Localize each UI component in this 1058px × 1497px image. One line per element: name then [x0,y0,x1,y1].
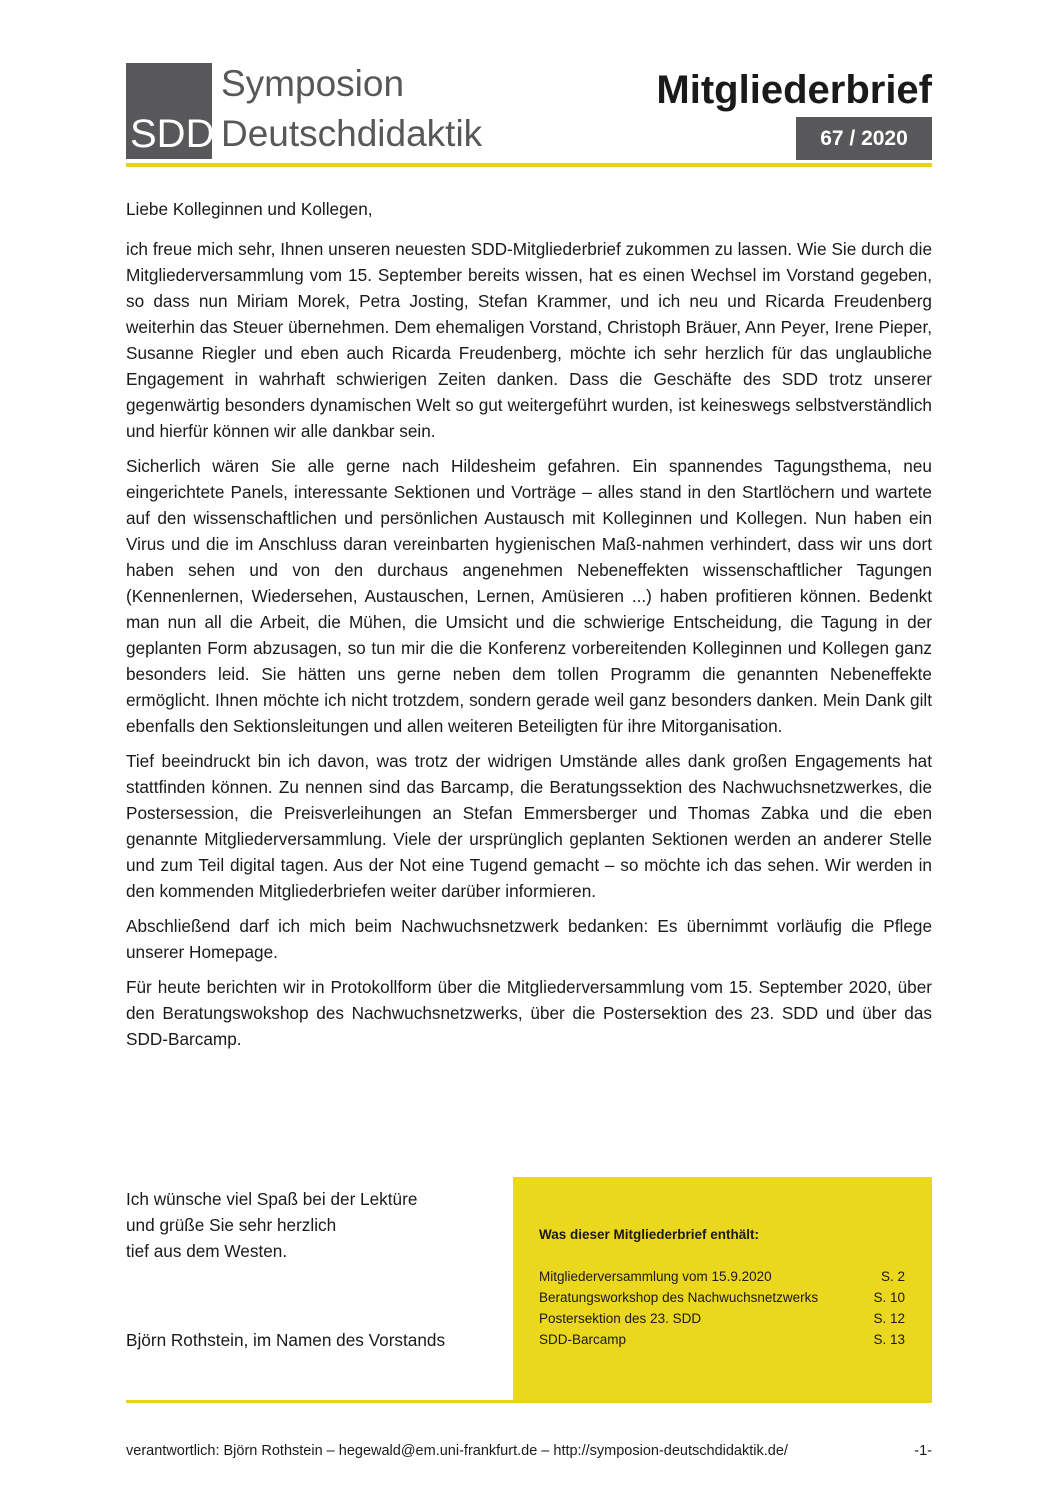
contents-item-page: S. 10 [873,1290,905,1305]
paragraph: Abschließend darf ich mich beim Nachwuchsnetzwerk bedanken: Es übernimmt vorläufig die Pflege unserer Homepage. [126,916,932,962]
logo-line-symposion: Symposion [221,63,405,104]
contents-item-title: Postersektion des 23. SDD [539,1311,702,1326]
contents-item-title: Mitgliederversammlung vom 15.9.2020 [539,1269,772,1284]
contents-item-page: S. 2 [880,1269,905,1284]
logo-mark: SDD [130,112,215,156]
paragraph: ich freue mich sehr, Ihnen unseren neuesten SDD-Mitgliederbrief zukommen zu lassen. Wie Sie durch die Mitgliederversammlung vom 15. September bereits wissen, hat es einen Wechsel im Vorstand gegeben, so dass nun Miriam Morek, Petra Josting, Stefan Krammer, und ich neu und Ricarda Freudenberg weiterhin das Steuer übernehmen. Dem ehemaligen Vorstand, Christoph Bräuer, Ann Peyer, Irene Pieper, Susanne Riegler und eben auch Ricarda Freudenberg, möchte ich sehr herzlich für das unglaubliche Engagement in wahrhaft schwierigen Zeiten danken. Dass die Geschäfte des SDD trotz unserer gegenwärtig besonders dynamischen Welt so gut weitergeführt wurden, ist keineswegs selbstverständlich und hierfür können wir alle dankbar sein. [126,239,932,441]
contents-item [539,1329,905,1350]
footer-divider [126,1400,932,1403]
closing-greeting [126,1186,506,1264]
closing-line: und grüße Sie sehr herzlich [126,1215,337,1235]
paragraph: Sicherlich wären Sie alle gerne nach Hildesheim gefahren. Ein spannendes Tagungsthema, neu eingerichtete Panels, interessante Sektionen und Vorträge – alles stand in den Startlöchern und wartete auf den wissenschaftlichen und persönlichen Austausch mit Kolleginnen und Kollegen. Nun haben ein Virus und die im Anschluss daran vereinbarten hygienischen Maß-nahmen verhindert, dass wir uns dort haben sehen und von den durchaus angenehmen Nebeneffekten wissenschaftlicher Tagungen (Kennenlernen, Wiedersehen, Austauschen, Lernen, Amüsieren ...) haben profitieren können. Bedenkt man nun all die Arbeit, die Mühen, die Umsicht und die schwierige Entscheidung, die Tagung in der geplanten Form abzusagen, so tun mir die die Konferenz vorbereitenden Kolleginnen und Kollegen ganz besonders leid. Sie hätten uns gerne neben dem tollen Programm die genannten Nebeneffekte ermöglicht. Ihnen möchte ich nicht trotzdem, sondern gerade weil ganz besonders danken. Mein Dank gilt ebenfalls den Sektionsleitungen und allen weiteren Beteiligten für ihre Mitorganisation. [126,456,932,736]
closing-line: tief aus dem Westen. [126,1241,288,1261]
contents-box [513,1177,932,1400]
paragraph: Tief beeindruckt bin ich davon, was trotz der widrigen Umstände alles dank großen Engagements hat stattfinden können. Zu nennen sind das Barcamp, die Beratungssektion des Nachwuchsnetzwerkes, die Postersession, die Preisverleihungen an Stefan Emmersberger und Thomas Zabka und die eben genannte Mitgliederversammlung. Viele der ursprünglich geplanten Sektionen werden an anderer Stelle und zum Teil digital tagen. Aus der Not eine Tugend gemacht – so möchte ich das sehen. Wir werden in den kommenden Mitgliederbriefen weiter darüber informieren. [126,751,932,901]
page-number: -1- [914,1443,932,1459]
contents-item [539,1308,905,1329]
document-title: Mitgliederbrief [656,68,932,112]
logo-line-deutschdidaktik: Deutschdidaktik [221,113,483,154]
signature: Björn Rothstein, im Namen des Vorstands [126,1330,446,1350]
footer [126,1441,932,1461]
paragraph: Für heute berichten wir in Protokollform über die Mitgliederversammlung vom 15. September 2020, über den Beratungswokshop des Nachwuchsnetzwerks, über die Postersektion des 23. SDD und über das SDD-Barcamp. [126,977,932,1049]
contents-item [539,1287,905,1308]
closing-line: Ich wünsche viel Spaß bei der Lektüre [126,1189,418,1209]
contents-item-title: SDD-Barcamp [539,1332,627,1347]
letter-body [126,196,932,1061]
salutation: Liebe Kolleginnen und Kollegen, [126,199,373,219]
footer-text: verantwortlich: Björn Rothstein – hegewald@em.uni-frankfurt.de – http://symposion-deutschdidaktik.de/ [126,1443,788,1459]
issue-badge: 67 / 2020 [796,117,932,160]
contents-list [539,1266,905,1350]
contents-item-page: S. 12 [873,1311,905,1326]
header-divider [126,163,932,167]
contents-item-title: Beratungsworkshop des Nachwuchsnetzwerks [539,1290,819,1305]
contents-item [539,1266,905,1287]
contents-item-page: S. 13 [873,1332,905,1347]
contents-heading: Was dieser Mitgliederbrief enthält: [539,1227,760,1242]
